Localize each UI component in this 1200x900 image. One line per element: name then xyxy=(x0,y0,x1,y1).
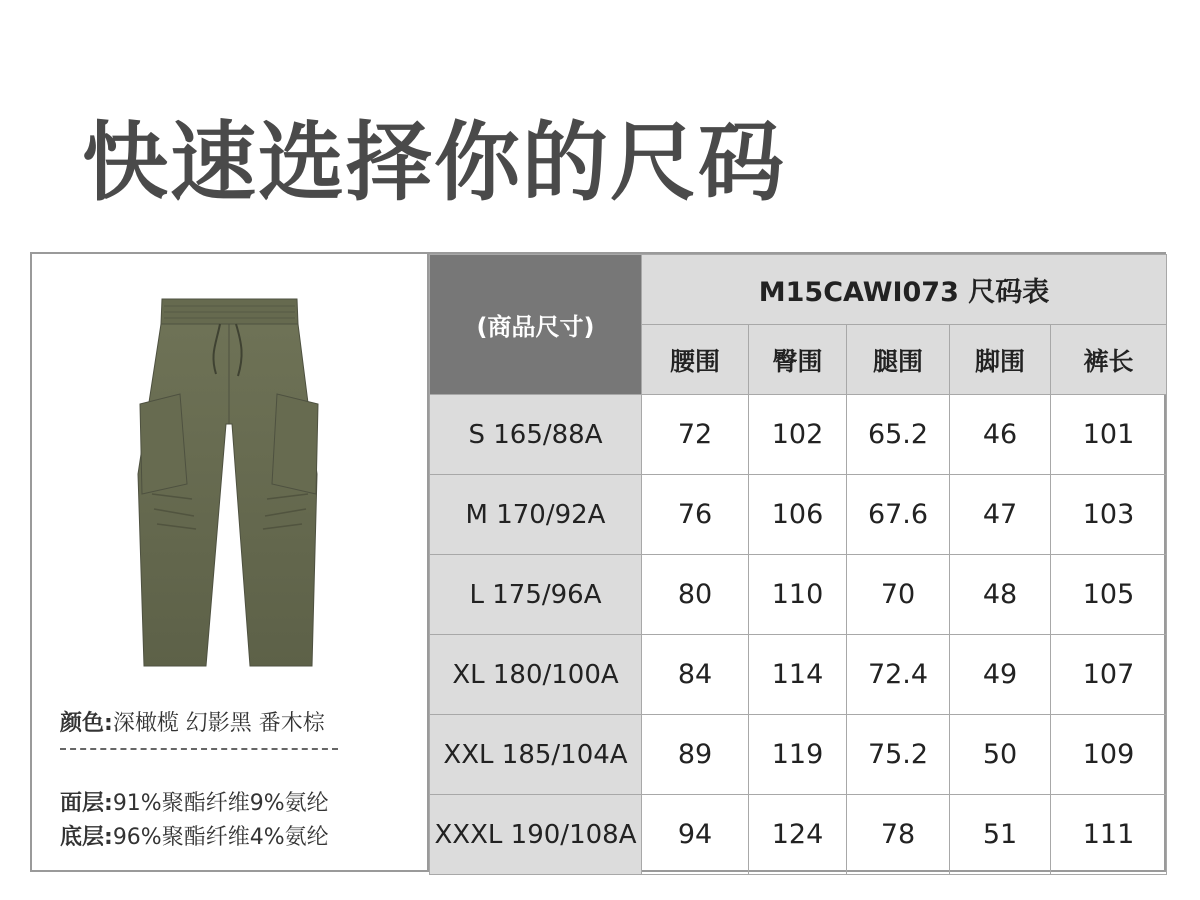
table-cell: 67.6 xyxy=(847,475,950,555)
divider xyxy=(60,748,338,750)
table-cell: 51 xyxy=(950,795,1051,875)
table-cell: 65.2 xyxy=(847,395,950,475)
table-cell: 114 xyxy=(749,635,847,715)
table-cell: 75.2 xyxy=(847,715,950,795)
size-card xyxy=(30,252,1166,872)
table-title: M15CAWI073 尺码表 xyxy=(642,255,1167,325)
outer-fabric-info xyxy=(60,786,430,817)
outer-value: 91%聚酯纤维9%氨纶 xyxy=(112,791,329,816)
table-cell: 94 xyxy=(642,795,749,875)
size-cell: S 165/88A xyxy=(430,395,642,475)
col-header: 腰围 xyxy=(642,325,749,395)
table-cell: 84 xyxy=(642,635,749,715)
inner-value: 96%聚酯纤维4%氨纶 xyxy=(112,825,329,850)
size-cell: M 170/92A xyxy=(430,475,642,555)
table-cell: 110 xyxy=(749,555,847,635)
table-row xyxy=(430,715,1167,795)
table-cell: 72 xyxy=(642,395,749,475)
table-cell: 48 xyxy=(950,555,1051,635)
table-cell: 105 xyxy=(1051,555,1167,635)
color-value: 深橄榄 幻影黑 番木棕 xyxy=(112,711,325,736)
table-cell: 89 xyxy=(642,715,749,795)
size-cell: XXL 185/104A xyxy=(430,715,642,795)
table-cell: 49 xyxy=(950,635,1051,715)
page-title: 快速选择你的尺码 xyxy=(82,113,786,213)
table-cell: 107 xyxy=(1051,635,1167,715)
col-header: 腿围 xyxy=(847,325,950,395)
table-cell: 103 xyxy=(1051,475,1167,555)
col-header: 裤长 xyxy=(1051,325,1167,395)
table-cell: 47 xyxy=(950,475,1051,555)
table-row xyxy=(430,635,1167,715)
color-info xyxy=(60,706,430,737)
table-cell: 101 xyxy=(1051,395,1167,475)
product-panel xyxy=(32,254,429,870)
table-row xyxy=(430,395,1167,475)
table-cell: 109 xyxy=(1051,715,1167,795)
table-cell: 70 xyxy=(847,555,950,635)
outer-label: 面层: xyxy=(60,791,113,816)
table-cell: 76 xyxy=(642,475,749,555)
size-cell: XXXL 190/108A xyxy=(430,795,642,875)
table-cell: 72.4 xyxy=(847,635,950,715)
table-cell: 119 xyxy=(749,715,847,795)
table-row xyxy=(430,555,1167,635)
table-row xyxy=(430,795,1167,875)
pants-image xyxy=(132,294,327,669)
table-cell: 106 xyxy=(749,475,847,555)
table-cell: 80 xyxy=(642,555,749,635)
table-cell: 102 xyxy=(749,395,847,475)
table-row xyxy=(430,475,1167,555)
inner-fabric-info xyxy=(60,820,430,851)
table-cell: 111 xyxy=(1051,795,1167,875)
size-table xyxy=(429,254,1167,875)
col-header: 臀围 xyxy=(749,325,847,395)
size-cell: L 175/96A xyxy=(430,555,642,635)
size-header: (商品尺寸) xyxy=(430,255,642,395)
inner-label: 底层: xyxy=(60,825,113,850)
table-cell: 50 xyxy=(950,715,1051,795)
table-cell: 124 xyxy=(749,795,847,875)
table-cell: 78 xyxy=(847,795,950,875)
color-label: 颜色: xyxy=(60,711,113,736)
col-header: 脚围 xyxy=(950,325,1051,395)
size-cell: XL 180/100A xyxy=(430,635,642,715)
table-cell: 46 xyxy=(950,395,1051,475)
